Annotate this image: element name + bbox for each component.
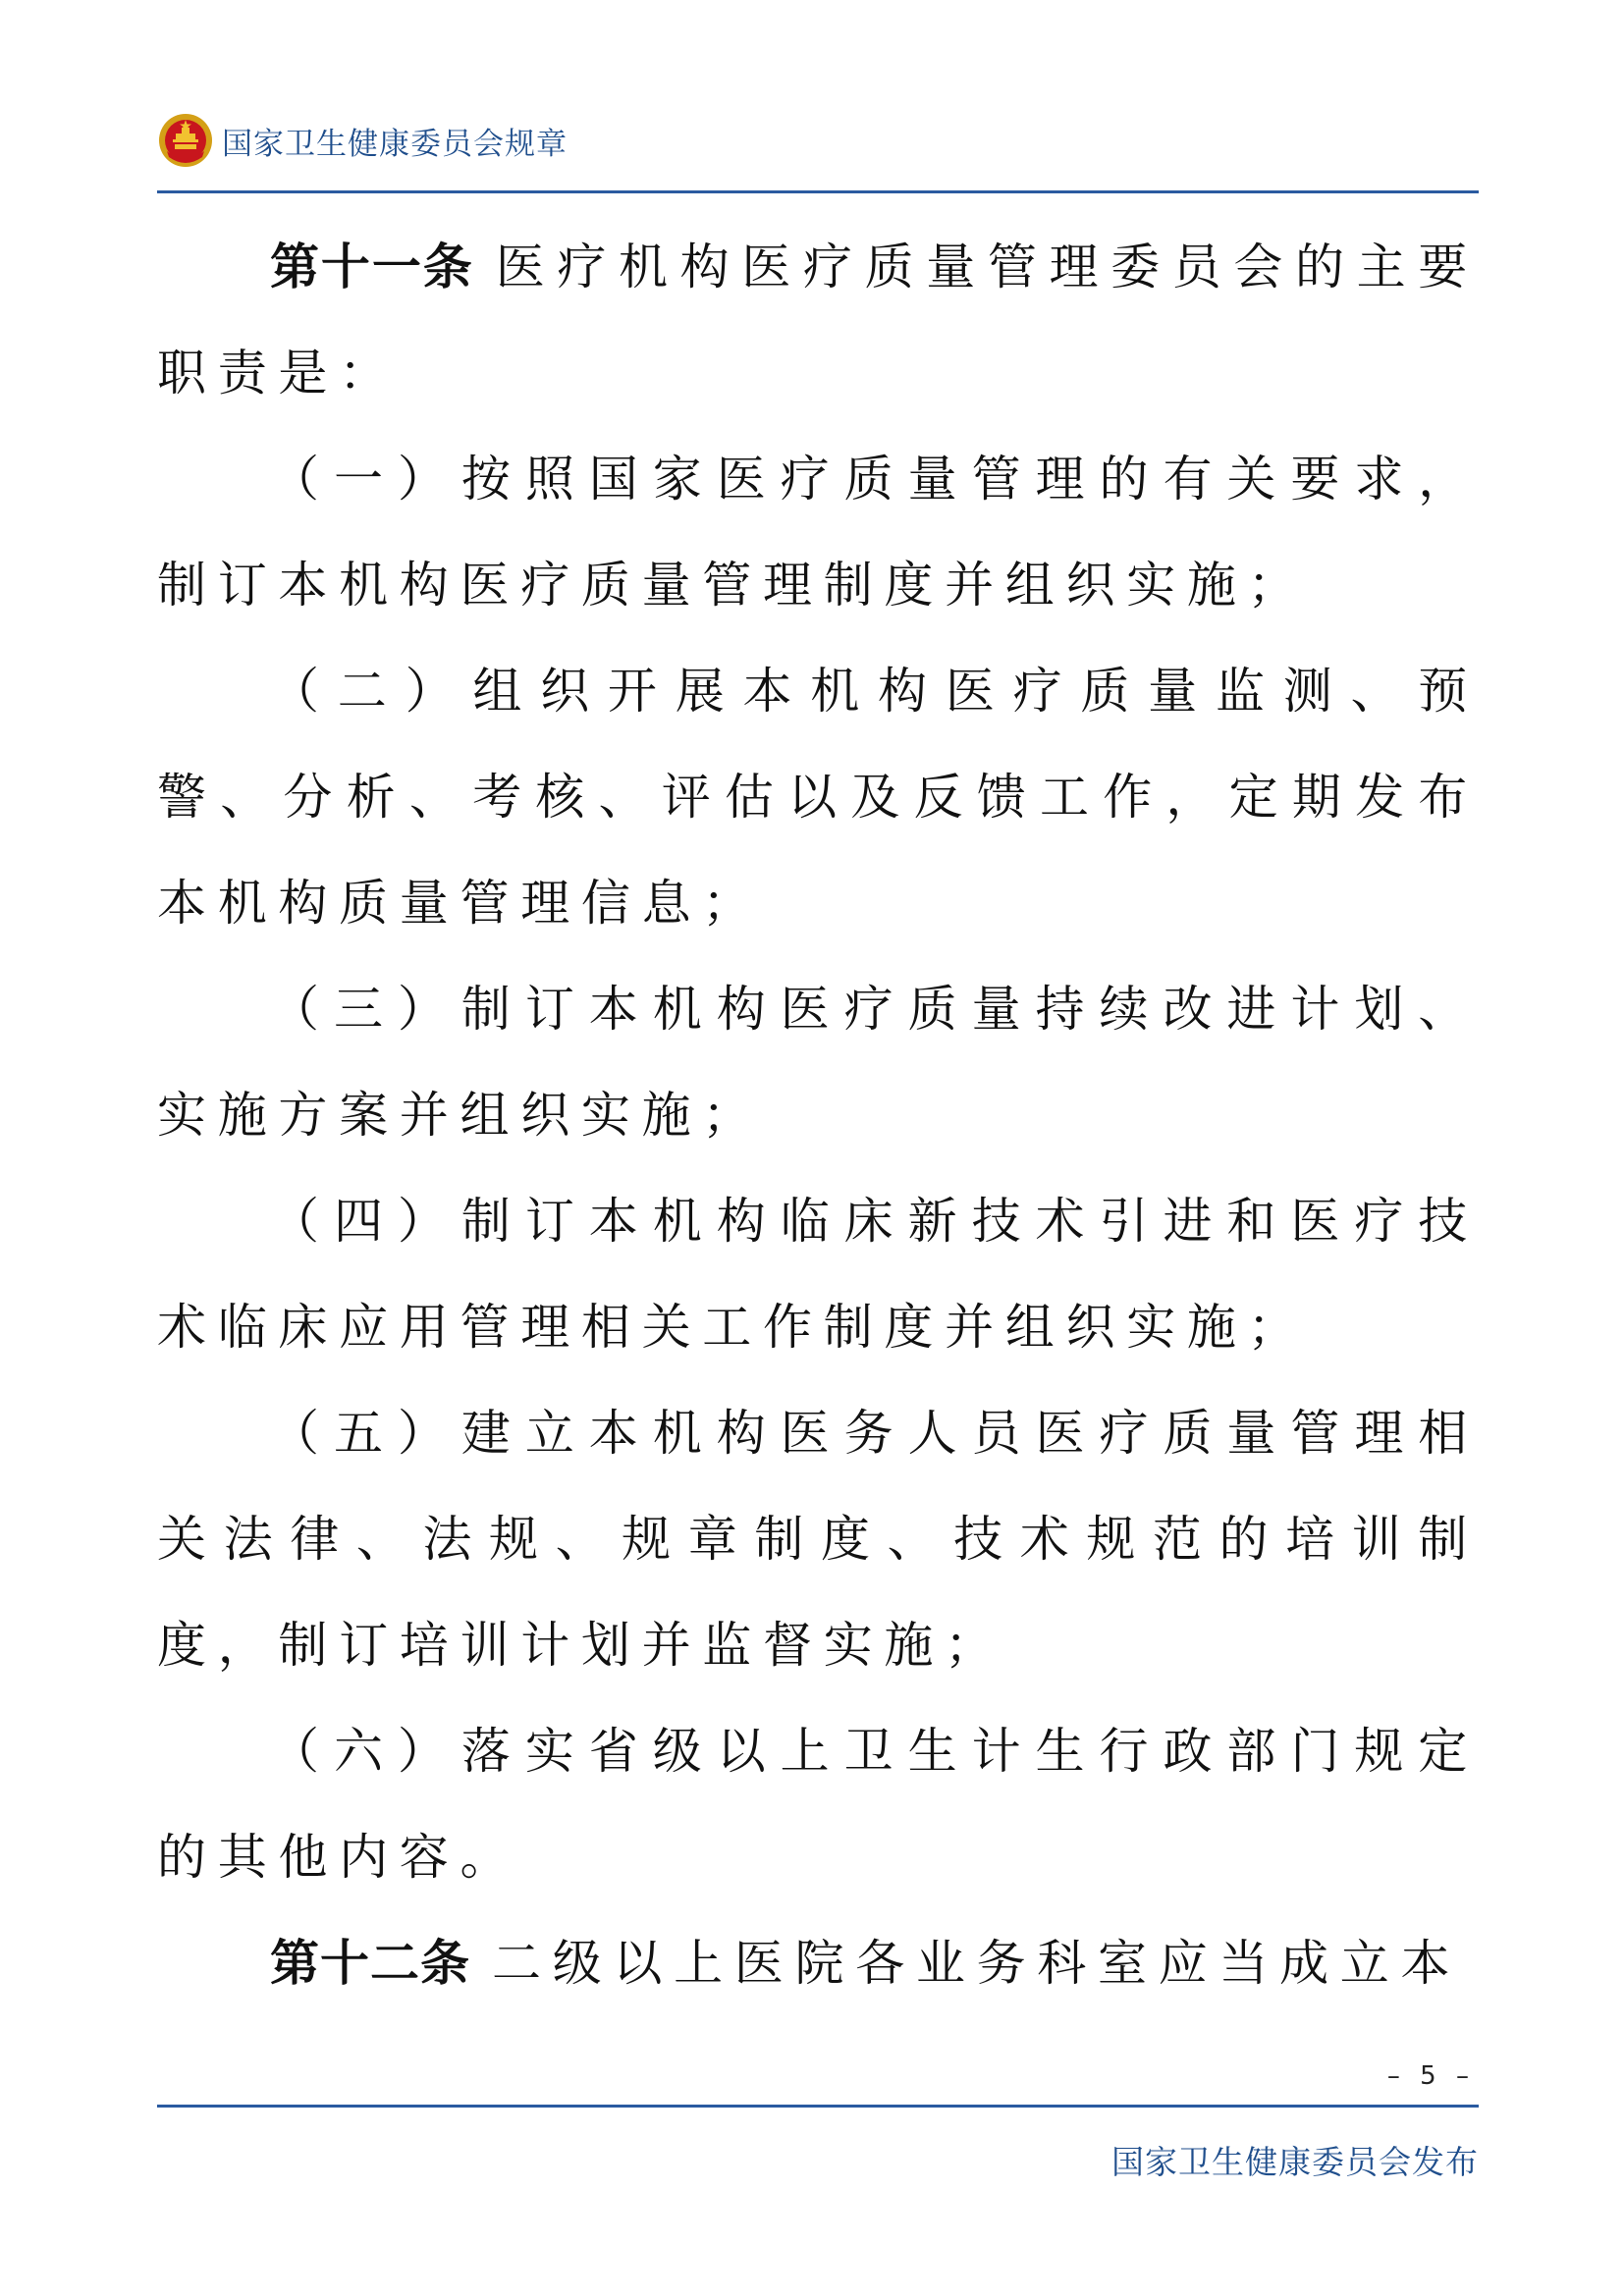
article-12-label: 第十二条 xyxy=(270,1935,470,1992)
article-11-paragraph xyxy=(157,214,1479,426)
article-11-item-4: （四）制订本机构临床新技术引进和医疗技术临床应用管理相关工作制度并组织实施； xyxy=(157,1193,1479,1356)
article-12-paragraph xyxy=(157,1910,1479,2016)
footer-rule xyxy=(157,2105,1479,2108)
article-11-item-6: （六）落实省级以上卫生计生行政部门规定的其他内容。 xyxy=(157,1723,1479,1886)
header-rule xyxy=(157,190,1479,193)
article-11-item-3: （三）制订本机构医疗质量持续改进计划、实施方案并组织实施； xyxy=(157,981,1479,1144)
national-emblem-icon xyxy=(157,112,214,169)
publisher-footer: 国家卫生健康委员会发布 xyxy=(1111,2143,1479,2181)
page-header xyxy=(157,106,1479,185)
article-11-label: 第十一条 xyxy=(270,239,474,295)
article-11-item-5: （五）建立本机构医务人员医疗质量管理相关法律、法规、规章制度、技术规范的培训制度，制订培训计划并监督实施； xyxy=(157,1405,1479,1674)
header-title: 国家卫生健康委员会规章 xyxy=(222,127,568,162)
article-11-item-2: （二）组织开展本机构医疗质量监测、预警、分析、考核、评估以及反馈工作，定期发布本机构质量管理信息； xyxy=(157,663,1479,932)
page-number: – 5 – xyxy=(1386,2061,1475,2091)
article-12-text: 二级以上医院各业务科室应当成立本 xyxy=(492,1935,1462,1992)
document-body xyxy=(157,214,1479,2016)
article-11-text: 医疗机构医疗质量管理委员会的主要职责是： xyxy=(157,239,1479,401)
article-11-item-1: （一）按照国家医疗质量管理的有关要求，制订本机构医疗质量管理制度并组织实施； xyxy=(157,451,1479,614)
